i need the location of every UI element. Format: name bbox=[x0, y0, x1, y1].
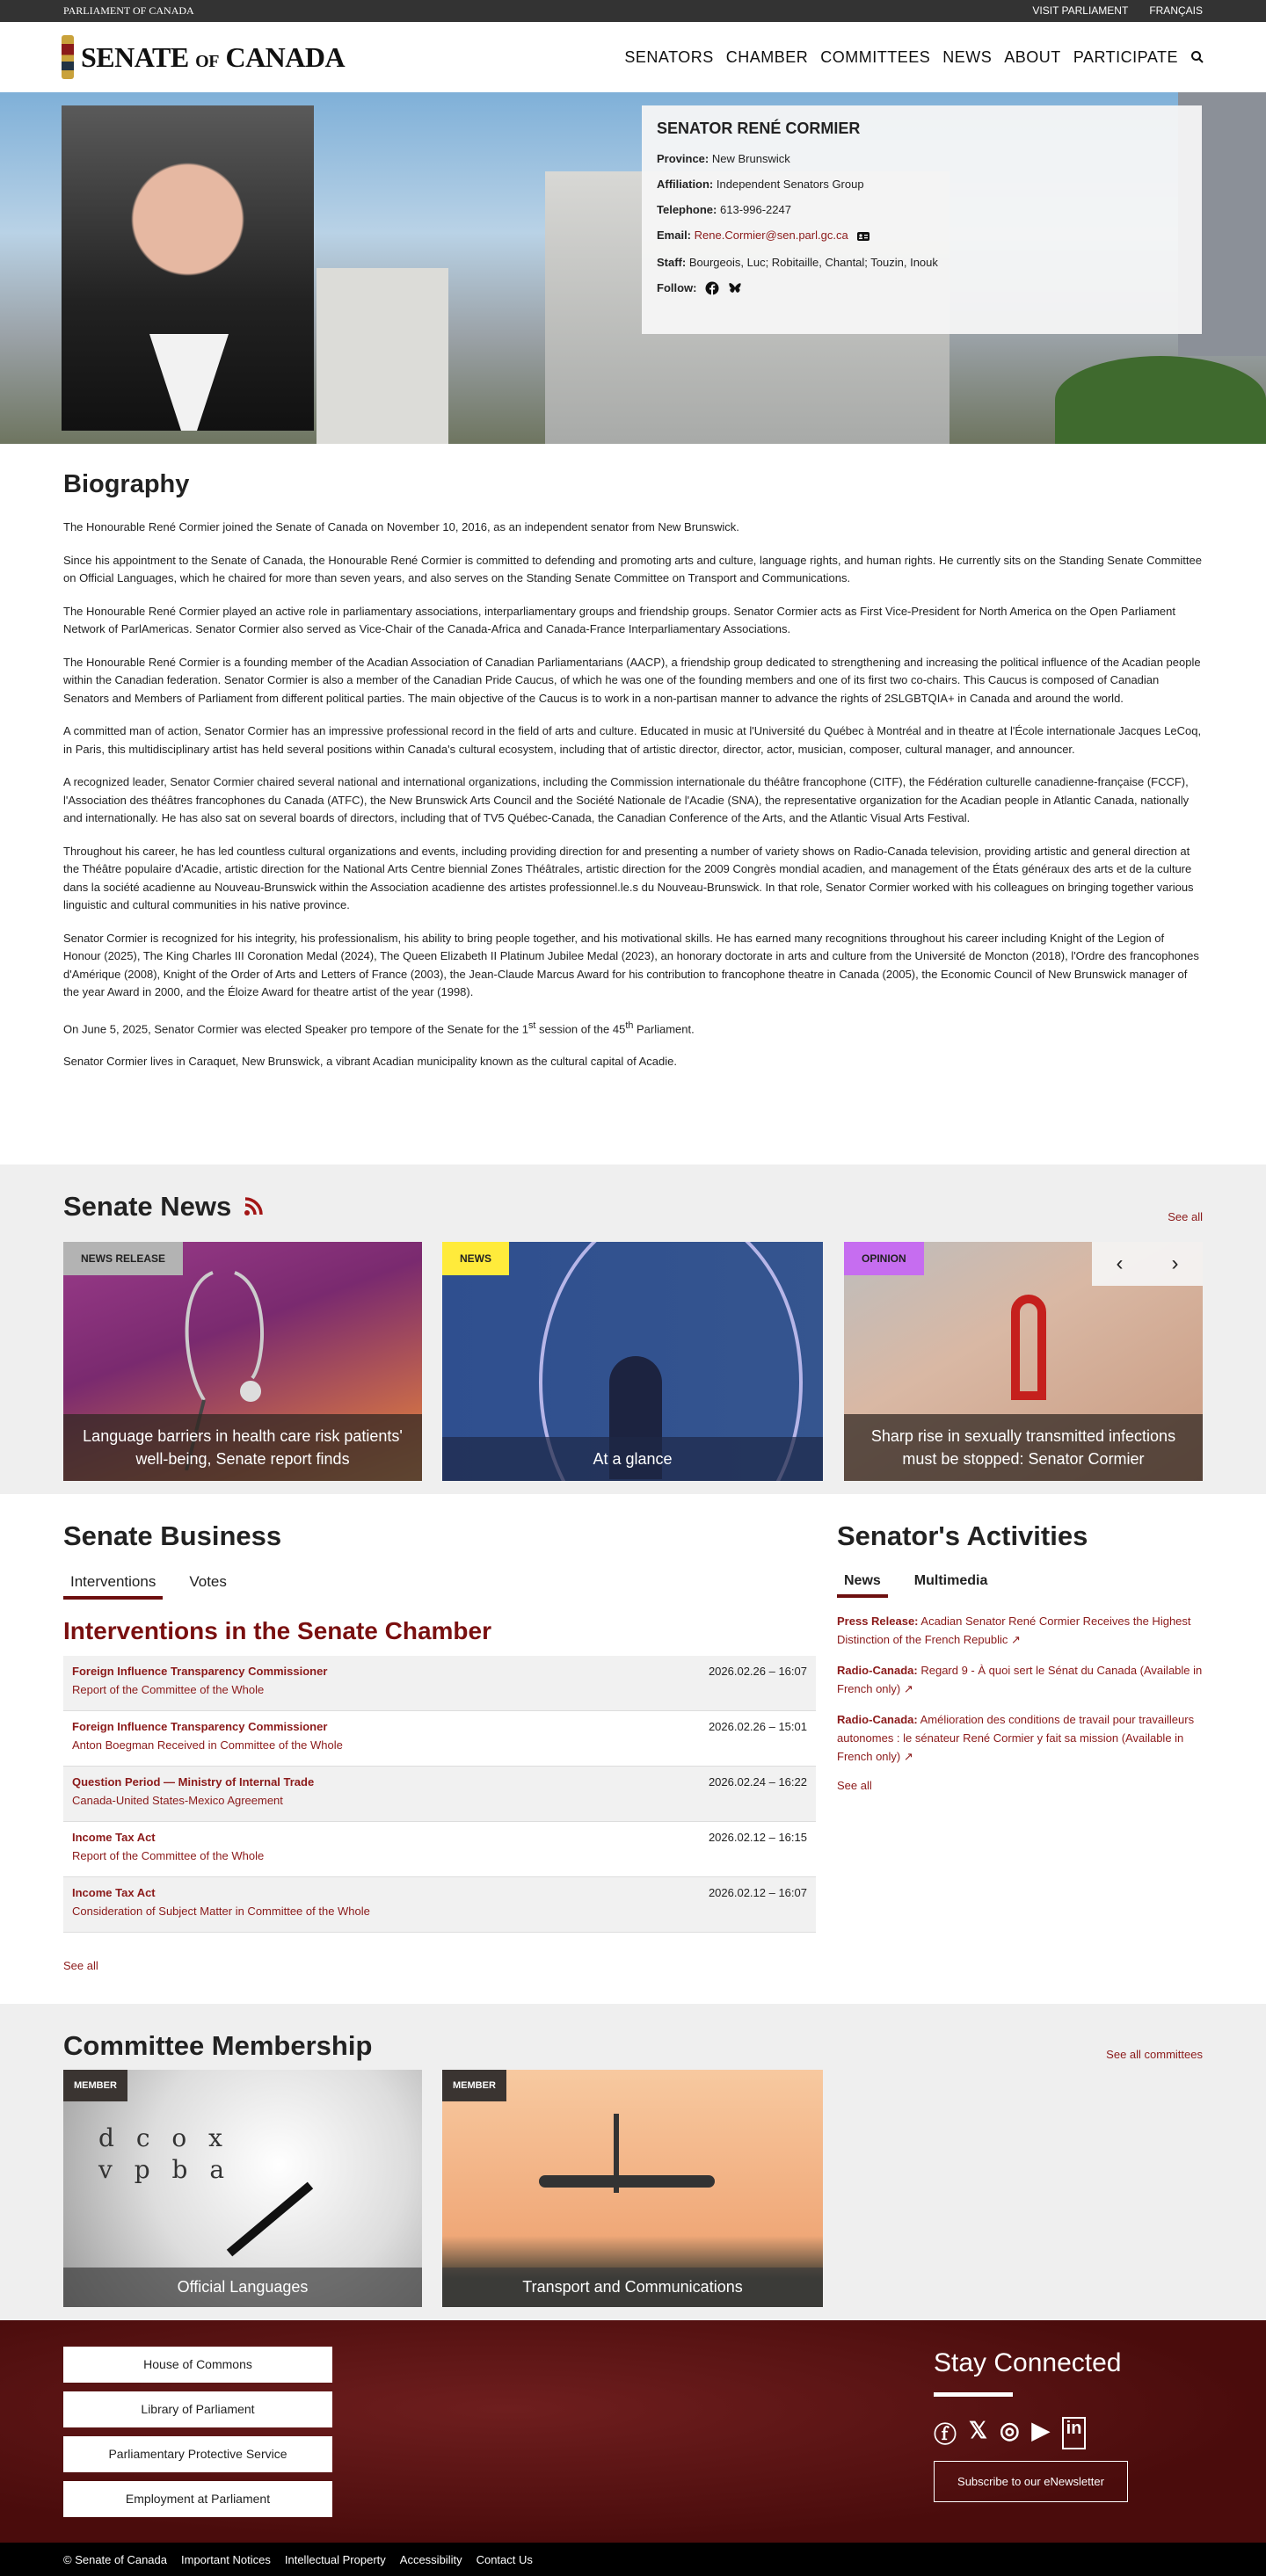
speaker-text: session of the 45 bbox=[535, 1021, 626, 1035]
bio-paragraph-speaker bbox=[63, 1017, 1203, 1039]
news-card[interactable] bbox=[442, 1242, 823, 1481]
committee-card[interactable] bbox=[442, 2070, 823, 2307]
intervention-sub-link[interactable]: Canada-United States-Mexico Agreement bbox=[72, 1794, 283, 1807]
hero-banner bbox=[0, 92, 1266, 444]
telephone-value: 613-996-2247 bbox=[720, 203, 791, 216]
senate-business-heading: Senate Business bbox=[63, 1520, 282, 1551]
table-row bbox=[63, 1656, 816, 1711]
instagram-icon[interactable]: ◎ bbox=[999, 2417, 1020, 2443]
nav-news[interactable]: NEWS bbox=[942, 47, 993, 66]
committee-heading: Committee Membership bbox=[63, 2030, 373, 2061]
news-caption: Sharp rise in sexually transmitted infections must be stopped: Senator Cormier bbox=[844, 1414, 1203, 1481]
interventions-heading: Interventions in the Senate Chamber bbox=[63, 1617, 491, 1644]
speaker-sup: st bbox=[528, 1020, 536, 1031]
committee-name: Official Languages bbox=[63, 2268, 422, 2307]
tab-interventions[interactable]: Interventions bbox=[63, 1568, 163, 1600]
site-header bbox=[0, 22, 1266, 92]
linkedin-icon[interactable]: in bbox=[1062, 2417, 1087, 2449]
parliament-bar bbox=[0, 0, 1266, 22]
contact-us-link[interactable]: Contact Us bbox=[476, 2552, 533, 2566]
news-tag: OPINION bbox=[844, 1242, 924, 1275]
activities-see-all-link[interactable]: See all bbox=[837, 1779, 872, 1792]
email-label: Email: bbox=[657, 229, 692, 242]
intellectual-property-link[interactable]: Intellectual Property bbox=[284, 2552, 386, 2566]
activities-heading: Senator's Activities bbox=[837, 1520, 1088, 1551]
divider bbox=[934, 2392, 1013, 2397]
nav-senators[interactable]: SENATORS bbox=[624, 47, 714, 66]
member-tag: MEMBER bbox=[63, 2070, 127, 2101]
bio-paragraph: Senator Cormier is recognized for his integrity, his professionalism, his ability to bring people together, and his motivational skills. He has earned many recognitions throughout his career including Knight of the Legion of Honour (2025), The King Charles III Coronation Medal (2024), The Queen Elizabeth II Platinum Jubilee Medal (2023), an honorary doctorate in arts and culture from the Université de Moncton (2018), l'Ordre des francophones d'Amérique (2008), Knight of the Order of Arts and Letters of France (2003), the Jean-Claude Marcus Award for his contribution to francophone theatre in Canada (2005), the Economic Council of New Brunswick manager of the year Award in 2000, and the Éloize Award for theatre artist of the year (1998). bbox=[63, 931, 1199, 998]
facebook-icon[interactable] bbox=[705, 281, 719, 295]
search-icon[interactable] bbox=[1190, 50, 1204, 64]
news-tag: NEWS RELEASE bbox=[63, 1242, 183, 1275]
visit-parliament-link[interactable]: VISIT PARLIAMENT bbox=[1032, 4, 1129, 17]
nav-chamber[interactable]: CHAMBER bbox=[725, 47, 809, 66]
intervention-sub-link[interactable]: Anton Boegman Received in Committee of the Whole bbox=[72, 1738, 343, 1752]
bio-paragraph: Throughout his career, he has led countless cultural organizations and events, including providing direction for and presenting a number of variety shows on Radio-Canada television, providing artistic and general direction at the Théâtre populaire d'Acadie, artistic direction for the National Arts Centre biennial Zones Théâtrales, artistic direction for the 2009 Congrès mondial acadien, and management of the États généraux des arts et de la culture dans la société acadienne au Nouveau-Brunswick within the Association acadienne des artistes professionnel.le.s du Nouveau-Brunswick. In that role, Senator Cormier worked with his colleagues on bringing together various linguistic and cultural communities in his native province. bbox=[63, 844, 1194, 911]
biography-heading: Biography bbox=[63, 470, 190, 498]
follow-label: Follow: bbox=[657, 280, 697, 294]
tab-news[interactable]: News bbox=[837, 1568, 888, 1598]
accessibility-link[interactable]: Accessibility bbox=[399, 2552, 462, 2566]
province-label: Province: bbox=[657, 152, 709, 165]
bio-paragraph: Senator Cormier lives in Caraquet, New Brunswick, a vibrant Acadian municipality known as the cultural capital of Acadie. bbox=[63, 1055, 678, 1069]
staff-label: Staff: bbox=[657, 255, 687, 269]
senator-name: SENATOR RENÉ CORMIER bbox=[657, 120, 861, 137]
site-footer bbox=[0, 2320, 1266, 2543]
intervention-date: 2026.02.26 – 16:07 bbox=[708, 1665, 807, 1678]
intervention-title-link[interactable]: Foreign Influence Transparency Commissioner bbox=[72, 1665, 328, 1678]
interventions-list bbox=[63, 1656, 816, 1933]
staff-value: Bourgeois, Luc; Robitaille, Chantal; Touzin, Inouk bbox=[688, 255, 938, 269]
senator-activities-section bbox=[837, 1520, 1206, 1794]
activity-source: Press Release: bbox=[837, 1615, 919, 1628]
building-image bbox=[316, 268, 448, 444]
activity-link[interactable]: Regard 9 - À quoi sert le Sénat du Canada (Available in French only) bbox=[837, 1664, 1203, 1695]
logo-text-end: CANADA bbox=[225, 40, 346, 73]
table-row bbox=[63, 1767, 816, 1822]
telephone-label: Telephone: bbox=[657, 203, 717, 216]
contact-card-icon[interactable] bbox=[856, 229, 870, 243]
bio-paragraph: The Honourable René Cormier joined the Senate of Canada on November 10, 2016, as an independent senator from New Brunswick. bbox=[63, 520, 739, 533]
chevron-left-icon[interactable]: ‹ bbox=[1116, 1252, 1124, 1275]
external-link-icon: ↗ bbox=[1011, 1633, 1021, 1646]
house-of-commons-link[interactable]: House of Commons bbox=[63, 2347, 332, 2383]
affiliation-value: Independent Senators Group bbox=[716, 178, 864, 191]
table-row bbox=[63, 1877, 816, 1933]
intervention-sub-link[interactable]: Report of the Committee of the Whole bbox=[72, 1683, 265, 1696]
intervention-date: 2026.02.26 – 15:01 bbox=[708, 1720, 807, 1733]
news-caption: At a glance bbox=[442, 1437, 823, 1481]
bio-paragraph: The Honourable René Cormier played an active role in parliamentary associations, interparliamentary groups and friendship groups. Senator Cormier acts as First Vice-President for North America on the Open Parliament Network of ParlAmericas. Senator Cormier also served as Vice-Chair of the Canada-Africa and Canada-France Interparliamentary Associations. bbox=[63, 604, 1175, 635]
activity-item[interactable] bbox=[837, 1661, 1206, 1698]
employment-link[interactable]: Employment at Parliament bbox=[63, 2481, 332, 2517]
intervention-title-link[interactable]: Income Tax Act bbox=[72, 1831, 156, 1844]
nav-committees[interactable]: COMMITTEES bbox=[820, 47, 931, 66]
stay-connected-heading: Stay Connected bbox=[934, 2348, 1122, 2377]
senate-logo[interactable] bbox=[62, 35, 345, 79]
bio-paragraph: A committed man of action, Senator Cormier has an impressive professional record in the field of arts and culture. Educated in music at l'Université du Québec à Montréal and in theatre at l'École internationale Jacques LeCoq, in Paris, this multidisciplinary artist has held several positions within Canada's cultural ecosystem, including that of artistic director, director, actor, musician, composer, cultural manager, and announcer. bbox=[63, 724, 1202, 756]
email-link[interactable]: Rene.Cormier@sen.parl.gc.ca bbox=[694, 229, 848, 242]
bio-paragraph: The Honourable René Cormier is a founding member of the Acadian Association of Canadian Parliamentarians (AACP), a friendship group dedicated to strengthening and increasing the political influence of the Acadian people within the Canadian federation. Senator Cormier is also a member of the Canadian Pride Caucus, of which he was one of the founding members and one of its first two co-chairs. This Caucus is composed of Canadian Senators and Members of Parliament from different political parties. The main objective of the Caucus is to work in a non-partisan manner to advance the rights of 2SLGBTQIA+ in Canada and around the world. bbox=[63, 655, 1201, 705]
news-caption: Language barriers in health care risk patients' well-being, Senate report finds bbox=[63, 1414, 422, 1481]
speaker-text: On June 5, 2025, Senator Cormier was elected Speaker pro tempore of the Senate for the 1 bbox=[63, 1021, 528, 1035]
external-link-icon: ↗ bbox=[903, 1750, 913, 1763]
bluesky-icon[interactable] bbox=[728, 281, 742, 295]
facebook-icon[interactable]: ⓕ bbox=[934, 2421, 957, 2448]
province-value: New Brunswick bbox=[711, 152, 790, 165]
parliament-link[interactable]: PARLIAMENT OF CANADA bbox=[63, 4, 194, 17]
subscribe-button[interactable]: Subscribe to our eNewsletter bbox=[934, 2461, 1128, 2502]
senate-news-heading: Senate News bbox=[63, 1191, 232, 1222]
speaker-sup: th bbox=[625, 1020, 634, 1031]
table-row bbox=[63, 1711, 816, 1767]
airplane-image bbox=[539, 2175, 715, 2188]
intervention-sub-link[interactable]: Consideration of Subject Matter in Committee of the Whole bbox=[72, 1905, 370, 1918]
committee-card[interactable] bbox=[63, 2070, 422, 2307]
interventions-see-all-link[interactable]: See all bbox=[63, 1959, 98, 1972]
intervention-title-link[interactable]: Income Tax Act bbox=[72, 1886, 156, 1899]
main-nav bbox=[624, 48, 1204, 67]
activity-item[interactable] bbox=[837, 1612, 1206, 1649]
activity-link[interactable]: Amélioration des conditions de travail pour travailleurs autonomes : le sénateur René Cormier y fait sa mission (Available in French only) bbox=[837, 1713, 1195, 1763]
senate-business-section bbox=[63, 1520, 816, 1974]
airplane-tail bbox=[614, 2114, 619, 2193]
activity-item[interactable] bbox=[837, 1710, 1206, 1766]
logo-text: SENATE bbox=[81, 40, 189, 73]
bio-paragraph: Since his appointment to the Senate of Canada, the Honourable René Cormier is committed to defending and promoting arts and culture, language rights, and human rights. He currently sits on the Standing Senate Committee on Official Languages, which he chaired for more than seven years, and also serves on the Standing Senate Committee on Transport and Communications. bbox=[63, 553, 1202, 584]
news-card[interactable] bbox=[63, 1242, 422, 1481]
intervention-sub-link[interactable]: Report of the Committee of the Whole bbox=[72, 1849, 265, 1862]
news-tag: NEWS bbox=[442, 1242, 509, 1275]
tab-votes[interactable]: Votes bbox=[189, 1573, 227, 1590]
youtube-icon[interactable]: ▶ bbox=[1031, 2417, 1050, 2443]
pen-image bbox=[227, 2182, 313, 2257]
member-tag: MEMBER bbox=[442, 2070, 506, 2101]
footer-bottom-bar bbox=[0, 2543, 1266, 2576]
intervention-date: 2026.02.12 – 16:07 bbox=[708, 1886, 807, 1899]
intervention-date: 2026.02.12 – 16:15 bbox=[708, 1831, 807, 1844]
senator-info-card bbox=[642, 105, 1202, 334]
red-ribbon-image bbox=[1011, 1295, 1046, 1400]
intervention-title-link[interactable]: Foreign Influence Transparency Commissioner bbox=[72, 1720, 328, 1733]
table-row bbox=[63, 1822, 816, 1877]
intervention-date: 2026.02.24 – 16:22 bbox=[708, 1775, 807, 1789]
speaker-text: Parliament. bbox=[633, 1021, 695, 1035]
nav-about[interactable]: ABOUT bbox=[1004, 47, 1061, 66]
logo-text-of: OF bbox=[195, 51, 219, 71]
carousel-controls bbox=[1092, 1242, 1203, 1286]
copyright: © Senate of Canada bbox=[63, 2552, 167, 2566]
crest-icon bbox=[62, 35, 74, 79]
biography-section bbox=[63, 470, 1203, 1086]
letters-image: d c o x v p b a bbox=[98, 2123, 232, 2184]
committee-name: Transport and Communications bbox=[442, 2268, 823, 2307]
activity-source: Radio-Canada: bbox=[837, 1713, 918, 1726]
trees-image bbox=[1055, 356, 1266, 444]
rss-icon[interactable] bbox=[242, 1195, 265, 1218]
see-all-committees-link[interactable]: See all committees bbox=[1106, 2048, 1203, 2061]
x-icon[interactable]: 𝕏 bbox=[969, 2417, 987, 2443]
activity-source: Radio-Canada: bbox=[837, 1664, 918, 1677]
nav-participate[interactable]: PARTICIPATE bbox=[1073, 47, 1178, 66]
activity-link[interactable]: Acadian Senator René Cormier Receives the Highest Distinction of the French Republic bbox=[837, 1615, 1191, 1646]
bio-paragraph: A recognized leader, Senator Cormier chaired several national and international organizations, including the Commission internationale du théâtre francophone (CITF), the Fédération culturelle canadienne-française (FCCF), l'Association des théâtres francophones du Canada (ATFC), the New Brunswick Arts Council and the Société Nationale de l'Acadie (SNA), the representative organization for the Acadian people in Atlantic Canada, nationally and internationally. He has also sat on several boards of directors, including that of TV5 Québec-Canada, the Canadian Conference of the Arts, and the Atlantic Visual Arts Festival. bbox=[63, 775, 1190, 824]
important-notices-link[interactable]: Important Notices bbox=[181, 2552, 271, 2566]
senator-portrait bbox=[62, 105, 314, 431]
chevron-right-icon[interactable]: › bbox=[1171, 1252, 1179, 1275]
protective-service-link[interactable]: Parliamentary Protective Service bbox=[63, 2436, 332, 2472]
news-see-all-link[interactable]: See all bbox=[1168, 1210, 1203, 1223]
intervention-title-link[interactable]: Question Period — Ministry of Internal Trade bbox=[72, 1775, 315, 1789]
library-of-parliament-link[interactable]: Library of Parliament bbox=[63, 2391, 332, 2427]
language-toggle[interactable]: FRANÇAIS bbox=[1149, 4, 1203, 17]
affiliation-label: Affiliation: bbox=[657, 178, 714, 191]
tab-multimedia[interactable]: Multimedia bbox=[913, 1573, 988, 1588]
external-link-icon: ↗ bbox=[903, 1682, 913, 1695]
